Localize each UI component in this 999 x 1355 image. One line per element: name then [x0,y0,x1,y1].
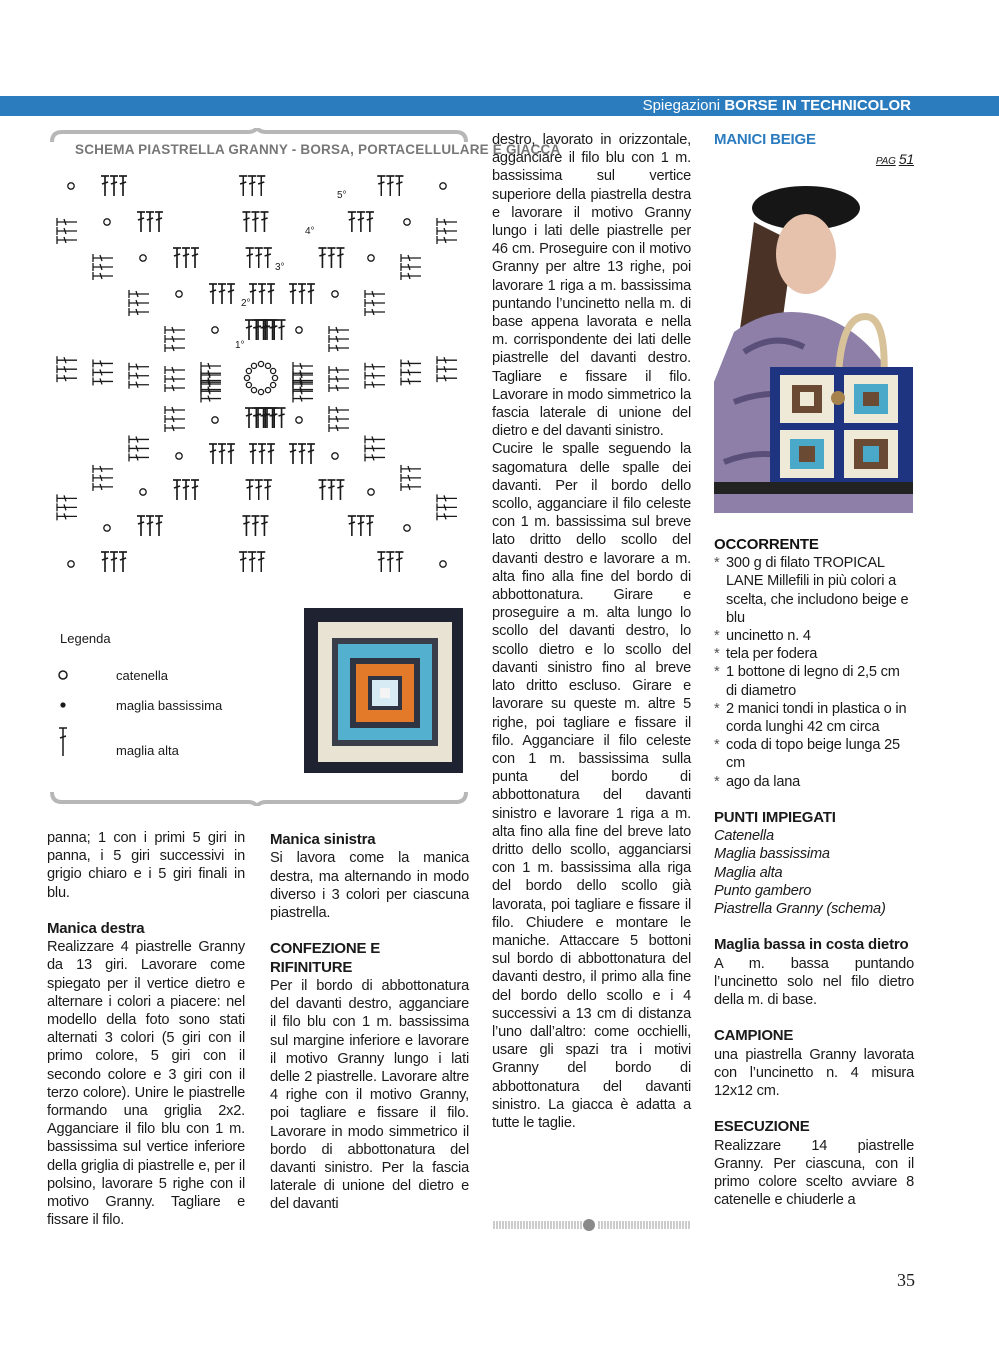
tall-stitch-mark [165,335,185,343]
ornament-dot [583,1219,595,1231]
tall-stitch-mark [395,176,403,196]
punto-item: Maglia bassissima [714,846,830,863]
round-label-4: 4° [305,226,315,237]
tall-stitch-mark [261,320,269,340]
tall-stitch-mark [267,284,275,304]
page-reference [714,150,914,171]
tall-stitch-mark [251,516,259,536]
tall-stitch-mark [365,290,385,298]
tall-stitch-mark [239,552,247,572]
tall-stitch-mark [336,248,344,268]
tall-stitch-mark [437,365,457,373]
tall-stitch-mark [365,453,385,461]
tall-stitch-mark [329,424,349,432]
legend-title: Legenda [60,631,111,646]
tall-stitch-mark [155,212,163,232]
tall-stitch-mark [93,272,113,280]
tall-stitch-mark [209,444,217,464]
tall-stitch-mark [165,424,185,432]
tall-stitch-mark [293,386,313,394]
col3-paragraph-1: destro, lavorato in orizzontale, agganciare il filo blu con 1 m. bassissima sul vertice superiore della piastrella destra e lavorare il motivo Granny lungo i lati delle piastrelle per 46 cm. Proseguire con il motivo Granny per altre 13 righe, poi lavorare 1 riga a m. bassissima puntando l’uncinetto nella m. di base appena lavorata e nella m. corrispondente dei lati delle piastrelle del davanti destro. Tagliare e fissare il filo. Lavorare in modo simmetrico la fascia laterale di unione del dietro e del davanti sinistro. [492,132,691,440]
col2-paragraph-2: Per il bordo di abbottonatura del davanti destro, agganciare il filo blu con 1 m. bassissima sul margine inferiore e lavorare il motivo Granny lungo i lati delle 2 piastrelle. Lavorare altre 4 righe con il motivo Granny, poi tagliare e fissare il filo. Lavorare in modo simmetrico il bordo di abbottonatura del davanti sinistro. Per la fascia laterale di unione del dietro e del davanti [270,978,469,1213]
tall-stitch-mark [293,377,313,385]
heading-confezione: CONFEZIONE E RIFINITURE [270,940,381,976]
tall-stitch-mark [307,444,315,464]
tall-stitch-mark [401,254,421,262]
tall-stitch-mark [137,516,145,536]
catenella-icon [59,671,67,679]
chain-stitch-mark [265,363,270,368]
tall-stitch-mark [289,444,297,464]
tall-stitch-mark [57,503,77,511]
chain-stitch-mark [368,255,374,261]
chain-stitch-mark [332,453,338,459]
tall-stitch-mark [264,480,272,500]
tall-stitch-mark [278,320,286,340]
tall-stitch-mark [227,284,235,304]
column-1 [47,829,245,1229]
tall-stitch-mark [437,494,457,502]
tall-stitch-mark [365,308,385,316]
column-4 [714,131,914,171]
tall-stitch-mark [57,374,77,382]
round-label-2: 2° [241,298,251,309]
tall-stitch-mark [329,406,349,414]
tall-stitch-mark [93,263,113,271]
tall-stitch-mark [165,375,185,383]
tall-stitch-mark [129,381,149,389]
tall-stitch-mark [401,465,421,473]
tall-stitch-mark [119,176,127,196]
page-number: 35 [897,1270,915,1290]
tall-stitch-mark [129,290,149,298]
tall-stitch-mark [293,371,313,379]
punto-item: Piastrella Granny (schema) [714,901,886,918]
round-label-1: 1° [235,340,245,351]
chain-stitch-mark [251,388,256,393]
tall-stitch-mark [129,444,149,452]
chain-stitch-mark [271,368,276,373]
tall-stitch-mark [201,371,221,379]
section-label: Spiegazioni [642,97,721,114]
tall-stitch-mark [242,212,250,232]
tall-stitch-mark [201,395,221,403]
tall-stitch-mark [209,284,217,304]
tall-stitch-mark [101,176,109,196]
tall-stitch-mark [329,375,349,383]
chain-stitch-mark [296,327,302,333]
chain-stitch-mark [404,219,410,225]
heading-manica-sinistra: Manica sinistra [270,831,376,848]
tall-stitch-mark [257,176,265,196]
tall-stitch-mark [437,227,457,235]
chain-stitch-mark [272,375,277,380]
tall-stitch-mark [191,480,199,500]
tall-stitch-mark [57,227,77,235]
tall-stitch-mark [246,480,254,500]
tall-stitch-mark [258,444,266,464]
punto-item: Maglia alta [714,864,783,881]
tall-stitch-mark [173,248,181,268]
tall-stitch-mark [348,516,356,536]
tall-stitch-mark [401,263,421,271]
tall-stitch-mark [289,284,297,304]
tall-stitch-mark [137,212,145,232]
tall-stitch-mark [267,444,275,464]
tall-stitch-mark [270,408,278,428]
column-2 [270,831,469,1214]
chain-stitch-mark [104,525,110,531]
heading-manica-destra: Manica destra [47,919,145,937]
section-manici-beige-title: MANICI BEIGE [714,131,816,148]
tall-stitch-mark [260,212,268,232]
tall-stitch-mark [248,552,256,572]
tall-stitch-mark [146,212,154,232]
tall-stitch-mark [293,380,313,388]
tall-stitch-mark [261,408,269,428]
tall-stitch-mark [93,254,113,262]
esecuzione-text: Realizzare 14 piastrelle Granny. Per ciascuna, con il primo colore scelto avviare 8 catenelle e chiuderle a [714,1137,914,1209]
tall-stitch-mark [260,516,268,536]
tall-stitch-mark [437,512,457,520]
tall-stitch-mark [377,176,385,196]
chain-stitch-mark [68,183,74,189]
legend-label-alta: maglia alta [116,743,179,758]
tall-stitch-mark [165,406,185,414]
tall-stitch-mark [365,299,385,307]
tall-stitch-mark [129,299,149,307]
tall-stitch-mark [255,480,263,500]
chain-stitch-mark [440,183,446,189]
diagram-title: SCHEMA PIASTRELLA GRANNY - BORSA, PORTACELLULARE E GIACCA [75,142,561,157]
tall-stitch-mark [218,444,226,464]
section-title: BORSE IN TECHNICOLOR [724,97,911,114]
chain-stitch-mark [140,255,146,261]
tall-stitch-mark [264,248,272,268]
tall-stitch-mark [366,212,374,232]
tall-stitch-mark [386,176,394,196]
tall-stitch-mark [401,359,421,367]
tall-stitch-mark [437,503,457,511]
round-label-5: 5° [337,190,347,201]
round-label-3: 3° [275,262,285,273]
tall-stitch-mark [201,386,221,394]
tall-stitch-mark [165,384,185,392]
chain-stitch-mark [368,489,374,495]
page-ref-number: 51 [898,151,914,168]
tall-stitch-mark [329,366,349,374]
tall-stitch-mark [401,272,421,280]
tall-stitch-mark [437,356,457,364]
tall-stitch-mark [437,236,457,244]
tall-stitch-mark [101,552,109,572]
legend-label-bassissima: maglia bassissima [116,698,223,713]
tall-stitch-mark [293,362,313,370]
column-4-body [714,536,914,1210]
crochet-chart [55,172,465,588]
chain-stitch-mark [251,363,256,368]
chain-stitch-mark [296,417,302,423]
tall-stitch-mark [365,444,385,452]
tall-stitch-mark [57,365,77,373]
granny-square-image [304,608,463,773]
tall-stitch-mark [386,552,394,572]
col1-paragraph-2: Realizzare 4 piastrelle Granny da 13 giri. Lavorare come spiegato per il vertice dietro e alternare i colori a piacere: nel modello della foto sono stati alternati 3 colori (5 giri con il primo colore, 5 giri con il secondo colore e 3 giri con il terzo colore). Unire le piastrelle formando una griglia 2x2. Agganciare il filo blu con 1 m. bassissima sul vertice inferiore della griglia di piastrelle e, per il polsino, lavorare 5 righe con il motivo Granny. Tagliare e fissare il filo. [47,939,245,1229]
tall-stitch-mark [366,516,374,536]
tall-stitch-mark [93,359,113,367]
chain-stitch-mark [212,417,218,423]
wooden-button [831,391,845,405]
chain-stitch-mark [440,561,446,567]
tall-stitch-mark [258,284,266,304]
chain-stitch-mark [246,368,251,373]
tall-stitch-mark [365,435,385,443]
heading-campione: CAMPIONE [714,1027,794,1045]
tall-stitch-mark [252,408,260,428]
tall-stitch-mark [182,248,190,268]
chain-stitch-mark [68,561,74,567]
tall-stitch-mark [293,378,313,386]
tall-stitch-mark [357,212,365,232]
tall-stitch-mark [57,512,77,520]
occorrente-item: * 300 g di filato TROPICAL LANE Millefili in più colori a scelta, che includono beige e blu [714,554,914,627]
chain-stitch-mark [176,453,182,459]
chain-stitch-mark [140,489,146,495]
occorrente-item: * 1 bottone di legno di 2,5 cm di diametro [714,663,914,699]
tall-stitch-mark [110,552,118,572]
tall-stitch-mark [269,320,277,340]
tall-stitch-mark [191,248,199,268]
tall-stitch-mark [201,369,221,377]
occorrente-item: * coda di topo beige lunga 25 cm [714,736,914,772]
tall-stitch-mark [93,377,113,385]
tall-stitch-mark [329,335,349,343]
tall-stitch-mark [201,362,221,370]
tall-stitch-mark [365,372,385,380]
occorrente-list [714,554,914,791]
chain-stitch-mark [265,388,270,393]
tall-stitch-mark [307,284,315,304]
tall-stitch-mark [245,408,253,428]
tall-stitch-mark [401,368,421,376]
heading-punti-impiegati: PUNTI IMPIEGATI [714,808,836,826]
tall-stitch-mark [260,320,268,340]
tall-stitch-mark [348,212,356,232]
tall-stitch-mark [165,326,185,334]
tall-stitch-mark [119,552,127,572]
model-bag-photo [714,182,913,513]
tall-stitch-mark [263,408,271,428]
chain-stitch-mark [212,327,218,333]
tall-stitch-mark [129,363,149,371]
tall-stitch-mark [57,236,77,244]
section-header [643,96,911,116]
maglia-bassa-text: A m. bassa puntando l’uncinetto solo nel filo dietro della m. di base. [714,955,914,1009]
tall-stitch-mark [293,387,313,395]
tall-stitch-mark [401,377,421,385]
tall-stitch-mark [365,381,385,389]
tall-stitch-mark [278,408,286,428]
tall-stitch-mark [57,356,77,364]
tall-stitch-mark [248,176,256,196]
tall-stitch-mark [257,552,265,572]
tall-stitch-mark [318,480,326,500]
heading-esecuzione: ESECUZIONE [714,1118,810,1136]
tall-stitch-mark [255,248,263,268]
tall-stitch-mark [93,465,113,473]
tall-stitch-mark [437,374,457,382]
occorrente-item: * uncinetto n. 4 [714,627,914,645]
tall-stitch-mark [245,320,253,340]
tall-stitch-mark [260,408,268,428]
tall-stitch-mark [329,344,349,352]
tall-stitch-mark [201,378,221,386]
chain-stitch-mark [244,375,249,380]
tall-stitch-mark [254,320,262,340]
chain-stitch-mark [176,291,182,297]
tall-stitch-mark [251,212,259,232]
occorrente-item: * ago da lana [714,773,914,791]
tall-stitch-mark [239,176,247,196]
tall-stitch-mark [57,494,77,502]
tall-stitch-mark [269,408,277,428]
occorrente-item: * tela per fodera [714,645,914,663]
tall-stitch-mark [270,320,278,340]
tall-stitch-mark [329,384,349,392]
tall-stitch-mark [329,326,349,334]
tall-stitch-mark [227,444,235,464]
tall-stitch-mark [242,516,250,536]
dot-icon [60,702,65,707]
tall-stitch-mark [165,366,185,374]
tall-stitch-mark [201,387,221,395]
legend-symbols [56,666,72,756]
tall-stitch-mark [165,415,185,423]
tall-stitch-mark [357,516,365,536]
tall-stitch-mark [182,480,190,500]
tall-stitch-mark [93,483,113,491]
tall-stitch-mark [201,380,221,388]
tall-stitch-mark [327,248,335,268]
tall-stitch-mark [129,308,149,316]
tall-stitch-mark [201,377,221,385]
tall-stitch-mark [395,552,403,572]
chain-stitch-mark [246,382,251,387]
col1-paragraph-1: panna; 1 con i primi 5 giri in panna, i 5 giri successivi in grigio chiaro e i 5 giri finali in blu. [47,830,245,901]
tall-stitch-mark [129,372,149,380]
tall-stitch-mark [93,368,113,376]
tall-stitch-mark [336,480,344,500]
tall-stitch-mark [165,344,185,352]
tall-stitch-mark [93,474,113,482]
tall-stitch-mark [293,395,313,403]
chain-stitch-mark [404,525,410,531]
chain-stitch-mark [258,389,263,394]
heading-occorrente: OCCORRENTE [714,536,819,553]
tall-stitch-mark [252,320,260,340]
legend-label-catenella: catenella [116,668,169,683]
tall-stitch-mark [129,435,149,443]
punto-item: Catenella [714,828,774,845]
tall-stitch-mark [246,248,254,268]
chain-stitch-mark [332,291,338,297]
tall-stitch-mark [218,284,226,304]
tall-stitch-mark [249,444,257,464]
tall-stitch-mark [329,415,349,423]
granny-square-photo [304,608,463,773]
punto-item: Punto gambero [714,882,812,899]
tall-stitch-mark [263,320,271,340]
chain-stitch-mark [258,361,263,366]
tall-stitch-mark [146,516,154,536]
tall-stitch-icon [59,728,67,756]
chain-stitch-mark [271,382,276,387]
tall-stitch-mark [155,516,163,536]
tall-stitch-mark [110,176,118,196]
tall-stitch-mark [129,453,149,461]
tall-stitch-mark [298,284,306,304]
tall-stitch-mark [293,369,313,377]
tall-stitch-mark [298,444,306,464]
tall-stitch-mark [327,480,335,500]
occorrente-item: * 2 manici tondi in plastica o in corda lunghi 42 cm circa [714,700,914,736]
col3-paragraph-2: Cucire le spalle seguendo la sagomatura delle spalle dei davanti. Per il bordo dello scollo, agganciare il filo celeste con 1 m. bassissima sul breve lato dritto dello scollo del davanti destro e lavorare a m. alta fino alla fine del bordo di abbottonatura. Girare e proseguire a m. alta lungo lo scollo del davanti destro, lo scollo dietro e lo scollo del davanti sinistro fino al breve lato dritto escluso. Girare e lavorare su queste m. altre 5 righe, poi tagliare e fissare il filo. Agganciare il filo celeste con 1 m. bassissima sulla punta del bordo di abbottonatura del davanti sinistro e lavorare 1 riga a m. alta fino alla fine del breve lato dritto dello scollo, agganciarsi con 1 m. bassissima alla riga del bordo dello scollo già lavorata, poi tagliare e fissare il filo. Chiudere e montare le maniche. Attaccare 5 bottoni sul bordo di abbottonatura del davanti destro, il primo alla fine del bordo dello scollo e i 4 successivi a 13 cm di distanza l’uno dall’altro: come occhielli, usare gli spazi tra i motivi Granny del bordo di abbottonatura del davanti sinistro. La giacca è adatta a tutte le taglie. [492,441,691,1131]
chain-stitch-mark [104,219,110,225]
tall-stitch-mark [254,408,262,428]
tall-stitch-mark [377,552,385,572]
tall-stitch-mark [57,218,77,226]
tall-stitch-mark [437,218,457,226]
col2-paragraph-1: Si lavora come la manica destra, ma alternando in modo diverso i 3 colori per ciascuna piastrella. [270,850,469,922]
page-ref-label: PAG [875,156,896,168]
tall-stitch-mark [318,248,326,268]
progress-ornament [492,1218,691,1232]
model-photo-image [714,182,913,513]
tall-stitch-mark [401,483,421,491]
tall-stitch-mark [401,474,421,482]
tall-stitch-mark [173,480,181,500]
tall-stitch-mark [365,363,385,371]
campione-text: una piastrella Granny lavorata con l’uncinetto n. 4 misura 12x12 cm. [714,1046,914,1100]
heading-maglia-bassa: Maglia bassa in costa dietro [714,936,909,954]
column-3 [492,131,691,1132]
